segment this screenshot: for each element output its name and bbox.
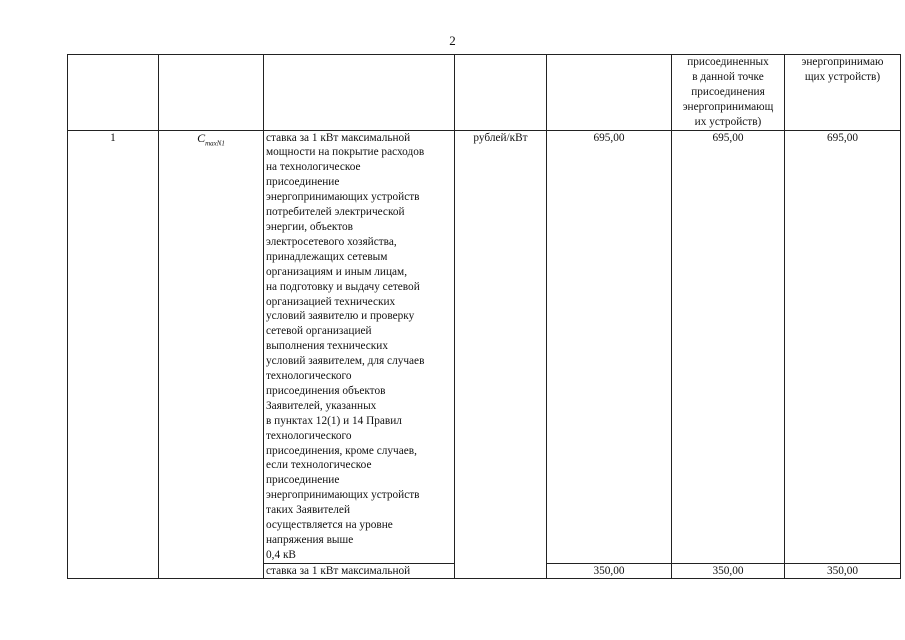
description-line: присоединение (266, 176, 340, 189)
page-number: 2 (449, 33, 456, 48)
rate-symbol-main: C (197, 130, 206, 145)
rate-description-2: ставка за 1 кВт максимальной (264, 563, 455, 578)
description-line: энергии, объектов (266, 220, 354, 233)
description-line: технологического (266, 429, 352, 442)
header-row (68, 55, 901, 131)
header-cell-3 (264, 55, 455, 131)
description-line: присоединения объектов (266, 384, 386, 397)
header-cell-4 (455, 55, 547, 131)
description-line: энергопринимающих устройств (266, 191, 420, 204)
description-line: в пунктах 12(1) и 14 Правил (266, 414, 402, 427)
description-line: потребителей электрической (266, 206, 405, 219)
header-cell-2 (159, 55, 264, 131)
description-line: условий заявителем, для случаев (266, 355, 425, 368)
description-line: мощности на покрытие расходов (266, 146, 425, 159)
description-line: осуществляется на уровне (266, 519, 393, 532)
description-line: присоединение (266, 474, 340, 487)
description-line: организациям и иным лицам, (266, 265, 408, 278)
header-6-line: их устройств) (694, 115, 762, 128)
header-7-line: щих устройств) (804, 70, 881, 83)
value-cell-3: 350,00 (785, 563, 901, 578)
tariff-table (67, 54, 901, 579)
description-line: условий заявителю и проверку (266, 310, 415, 323)
header-cell-5 (547, 55, 672, 131)
unit-cell: рублей/кВт (455, 130, 547, 578)
description-line: принадлежащих сетевым (266, 250, 388, 263)
description-line: если технологическое (266, 459, 372, 472)
description-line: организацией технических (266, 295, 396, 308)
description-line: ставка за 1 кВт максимальной (266, 131, 411, 144)
description-line: присоединения, кроме случаев, (266, 444, 417, 457)
header-6-line: в данной точке (692, 70, 764, 83)
description-line: напряжения выше (266, 534, 354, 546)
table-row (68, 130, 901, 563)
rate-symbol-sub: maxN1 (205, 138, 225, 147)
value-cell-2: 695,00 (672, 130, 785, 563)
description-line: энергопринимающих устройств (266, 489, 420, 502)
row-number: 1 (68, 130, 159, 578)
value-cell-1: 350,00 (547, 563, 672, 578)
description-line: 0,4 кВ (266, 548, 296, 561)
description-line: выполнения технических (266, 340, 388, 353)
header-6-line: энергопринимающ (682, 100, 774, 113)
rate-symbol (159, 130, 264, 578)
description-line: электросетевого хозяйства, (266, 235, 397, 248)
value-cell-3: 695,00 (785, 130, 901, 563)
description-line: сетевой организацией (266, 325, 372, 338)
header-6-line: присоединенных (687, 56, 769, 68)
header-cell-7 (785, 55, 901, 131)
description-line: Заявителей, указанных (266, 399, 377, 412)
header-7-line: энергопринимаю (801, 56, 884, 68)
value-cell-2: 350,00 (672, 563, 785, 578)
header-6-line: присоединения (691, 85, 765, 98)
value-cell-1: 695,00 (547, 130, 672, 563)
rate-description (264, 130, 455, 563)
description-line: на подготовку и выдачу сетевой (266, 280, 420, 293)
description-line: таких Заявителей (266, 504, 350, 517)
header-cell-6 (672, 55, 785, 131)
header-cell-1 (68, 55, 159, 131)
description-line: технологического (266, 370, 352, 383)
description-line: на технологическое (266, 161, 361, 174)
